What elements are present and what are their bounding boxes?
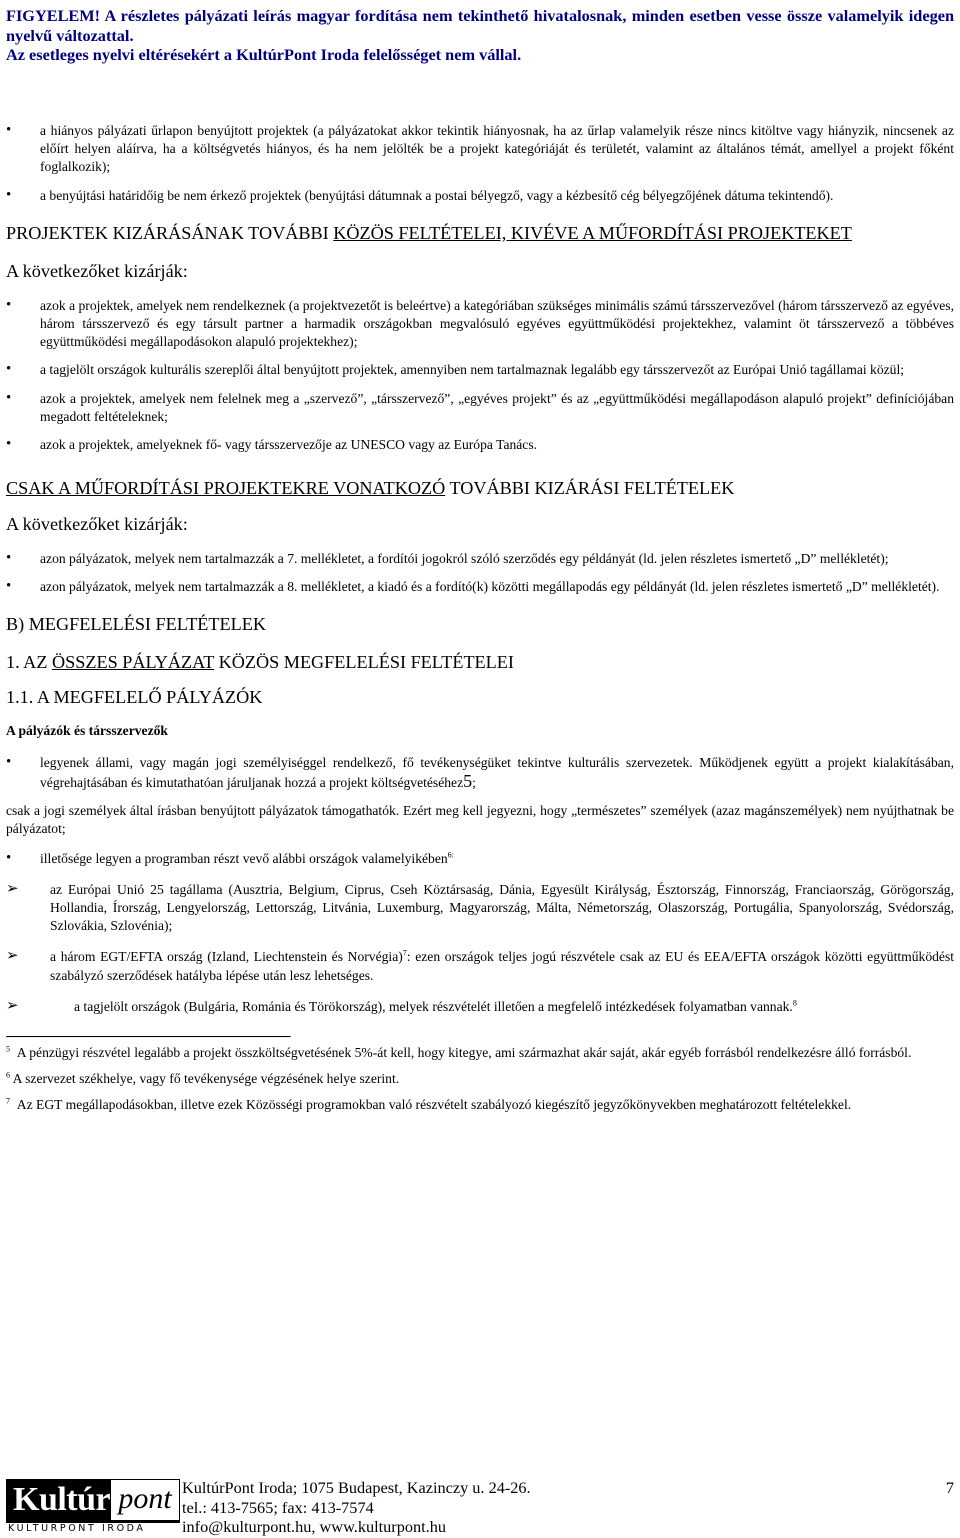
list-item: • legyenek állami, vagy magán jogi személyiséggel rendelkező, fő tevékenységüket tekintve kulturális szervezetek. Működjenek együtt a projekt kialakításában, végrehajtásában és kimutathatóan járuljanak hozzá a projekt költségvetéséhez5; (6, 754, 954, 792)
paragraph: csak a jogi személyek által írásban benyújtott pályázatok támogathatók. Ezért meg kell jegyezni, hogy „természetes” személyek (azaz magánszemélyek) nem nyújthatnak be pályázatot; (6, 803, 954, 837)
footnote-ref: 5 (463, 771, 473, 792)
list-item: ➢ az Európai Unió 25 tagállama (Ausztria, Belgium, Ciprus, Cseh Köztársaság, Dánia, Egyesült Királyság, Észtország, Finnország, Franciaország, Görögország, Hollandia, Írország, Lengyelország, Lettország, Litvánia, Luxemburg, Magyarország, Málta, Németország, Olaszország, Portugália, Spanyolország, Svédország, Szlovákia, Szlovénia); (6, 880, 954, 934)
page-number: 7 (945, 1478, 954, 1497)
list-item: • azon pályázatok, melyek nem tartalmazzák a 7. mellékletet, a fordítói jogokról szóló szerződés egy példányát (ld. jelen részletes ismertető „D” mellékletét); (6, 550, 954, 568)
footnote-ref: 6: (447, 850, 454, 860)
list-item: ➢ a tagjelölt országok (Bulgária, Románia és Törökország), melyek részvételét illetően a megfelelő intézkedések folyamatban vannak.$^8$ (6, 997, 797, 1014)
list-item: • azok a projektek, amelyek nem rendelkeznek (a projektvezetőt is beleértve) a kategóriában szükséges minimális számú társszervezővel (három társszervező az egyéves, három társszervező és egy társult partner a harmadik országokban megvalósuló egyéves együttműködési projektekhez, valamint öt társszervező a többéves együttműködési megállapodásokon alapuló projektekhez); (6, 297, 954, 352)
list-item: • a tagjelölt országok kulturális szereplői által benyújtott projektek, amennyiben nem tartalmaznak legalább egy társszervezőt az Európai Unió tagállamai közül; (6, 361, 954, 379)
phone-fax: tel.: 413-7565; fax: 413-7574 (182, 1497, 374, 1517)
subheading: A következőket kizárják: (6, 514, 188, 535)
kulturpont-logo: Kultúr pont KULTÚRPONT IRODA (6, 1474, 179, 1536)
section-heading-translation-exclusion: CSAK A MŰFORDÍTÁSI PROJEKTEKRE VONATKOZÓ TOVÁBBI KIZÁRÁSI FELTÉTELEK (6, 478, 735, 499)
list-item: • illetősége legyen a programban részt vevő alábbi országok valamelyikében$^{6:}$ (6, 850, 954, 868)
footnote-ref: 7 (402, 948, 407, 958)
arrow-bullet-icon: ➢ (6, 997, 19, 1014)
page-footer (6, 1474, 954, 1536)
contact-info (182, 1478, 531, 1537)
list-item: • azon pályázatok, melyek nem tartalmazzák a 8. mellékletet, a kiadó és a fordító(k) közötti megállapodás egy példányát (ld. jelen részletes ismertető „D” mellékletét). (6, 578, 954, 596)
warning-line-2: Az esetleges nyelvi eltérésekért a KultúrPont Iroda felelősséget nem vállal. (6, 45, 522, 64)
subheading-eligible-applicants: 1.1. A MEGFELELŐ PÁLYÁZÓK (6, 686, 263, 707)
email-web: info@kulturpont.hu, www.kulturpont.hu (182, 1517, 447, 1536)
document-body (6, 122, 954, 1115)
list-item: • azok a projektek, amelyek nem felelnek meg a „szervező”, „társszervező”, „egyéves projekt” és az „együttműködési megállapodáson alapuló projekt” definíciójában megadott feltételeknek; (6, 390, 954, 426)
list-item: • azok a projektek, amelyeknek fő- vagy társszervezője az UNESCO vagy az Európa Tanács. (6, 436, 954, 454)
translation-warning (6, 6, 954, 65)
list-item: ➢ a három EGT/EFTA ország (Izland, Liechtenstein és Norvégia)$^7$: ezen országok teljes jogú részvétele csak az EU és EEA/EFTA országok közötti együttműködést szabályzó szerződések hatályba lépése után lesz lehetséges. (6, 948, 955, 983)
subheading-all-applications: 1. AZ ÖSSZES PÁLYÁZAT KÖZÖS MEGFELELÉSI FELTÉTELEI (6, 651, 514, 672)
footnote: $^6$ A szervezet székhelye, vagy fő tevékenysége végzésének helye szerint. (6, 1070, 400, 1087)
footnote: $^5$ A pénzügyi részvétel legalább a projekt összköltségvetésének 5%-át kell, hogy kitegye, ami származhat akár saját, akár egyéb forrásból rendelkezésre álló forrásból. (6, 1044, 912, 1061)
warning-line-1: FIGYELEM! A részletes pályázati leírás magyar fordítása nem tekinthető hivatalosnak, minden esetben vesse össze valamelyik idegen nyelvű változattal. (6, 6, 954, 45)
section-heading-eligibility: B) MEGFELELÉSI FELTÉTELEK (6, 613, 266, 634)
arrow-bullet-icon: ➢ (6, 880, 19, 897)
footnote-ref: 8 (792, 998, 797, 1008)
address: KultúrPont Iroda; 1075 Budapest, Kazinczy u. 24-26. (182, 1478, 531, 1497)
label-applicants: A pályázók és társszervezők (6, 722, 168, 738)
footnote: $^7$ Az EGT megállapodásokban, illetve ezek Közösségi programokban való részvételt szabályozó kiegészítő jegyzőkönyvekben meghatározott feltételekkel. (6, 1096, 852, 1113)
section-heading-exclusion-common: PROJEKTEK KIZÁRÁSÁNAK TOVÁBBI KÖZÖS FELTÉTELEI, KIVÉVE A MŰFORDÍTÁSI PROJEKTEKET (6, 222, 852, 243)
list-item: • a hiányos pályázati űrlapon benyújtott projektek (a pályázatokat akkor tekintik hiányosnak, ha az űrlap valamelyik része nincs kitöltve vagy hiányzik, nincsenek az előírt helyen aláírva, ha a költségvetés hiányos, és ha nem jelölték be a projekt kategóriáját és területét, valamint az általános témát, amellyel a projekt főként foglalkozik); (6, 122, 954, 177)
arrow-bullet-icon: ➢ (6, 948, 19, 965)
list-item: • a benyújtási határidőig be nem érkező projektek (benyújtási dátumnak a postai bélyegző, vagy a kézbesítő cég bélyegzőjének dátuma tekintendő). (6, 187, 954, 205)
subheading: A következőket kizárják: (6, 260, 188, 281)
